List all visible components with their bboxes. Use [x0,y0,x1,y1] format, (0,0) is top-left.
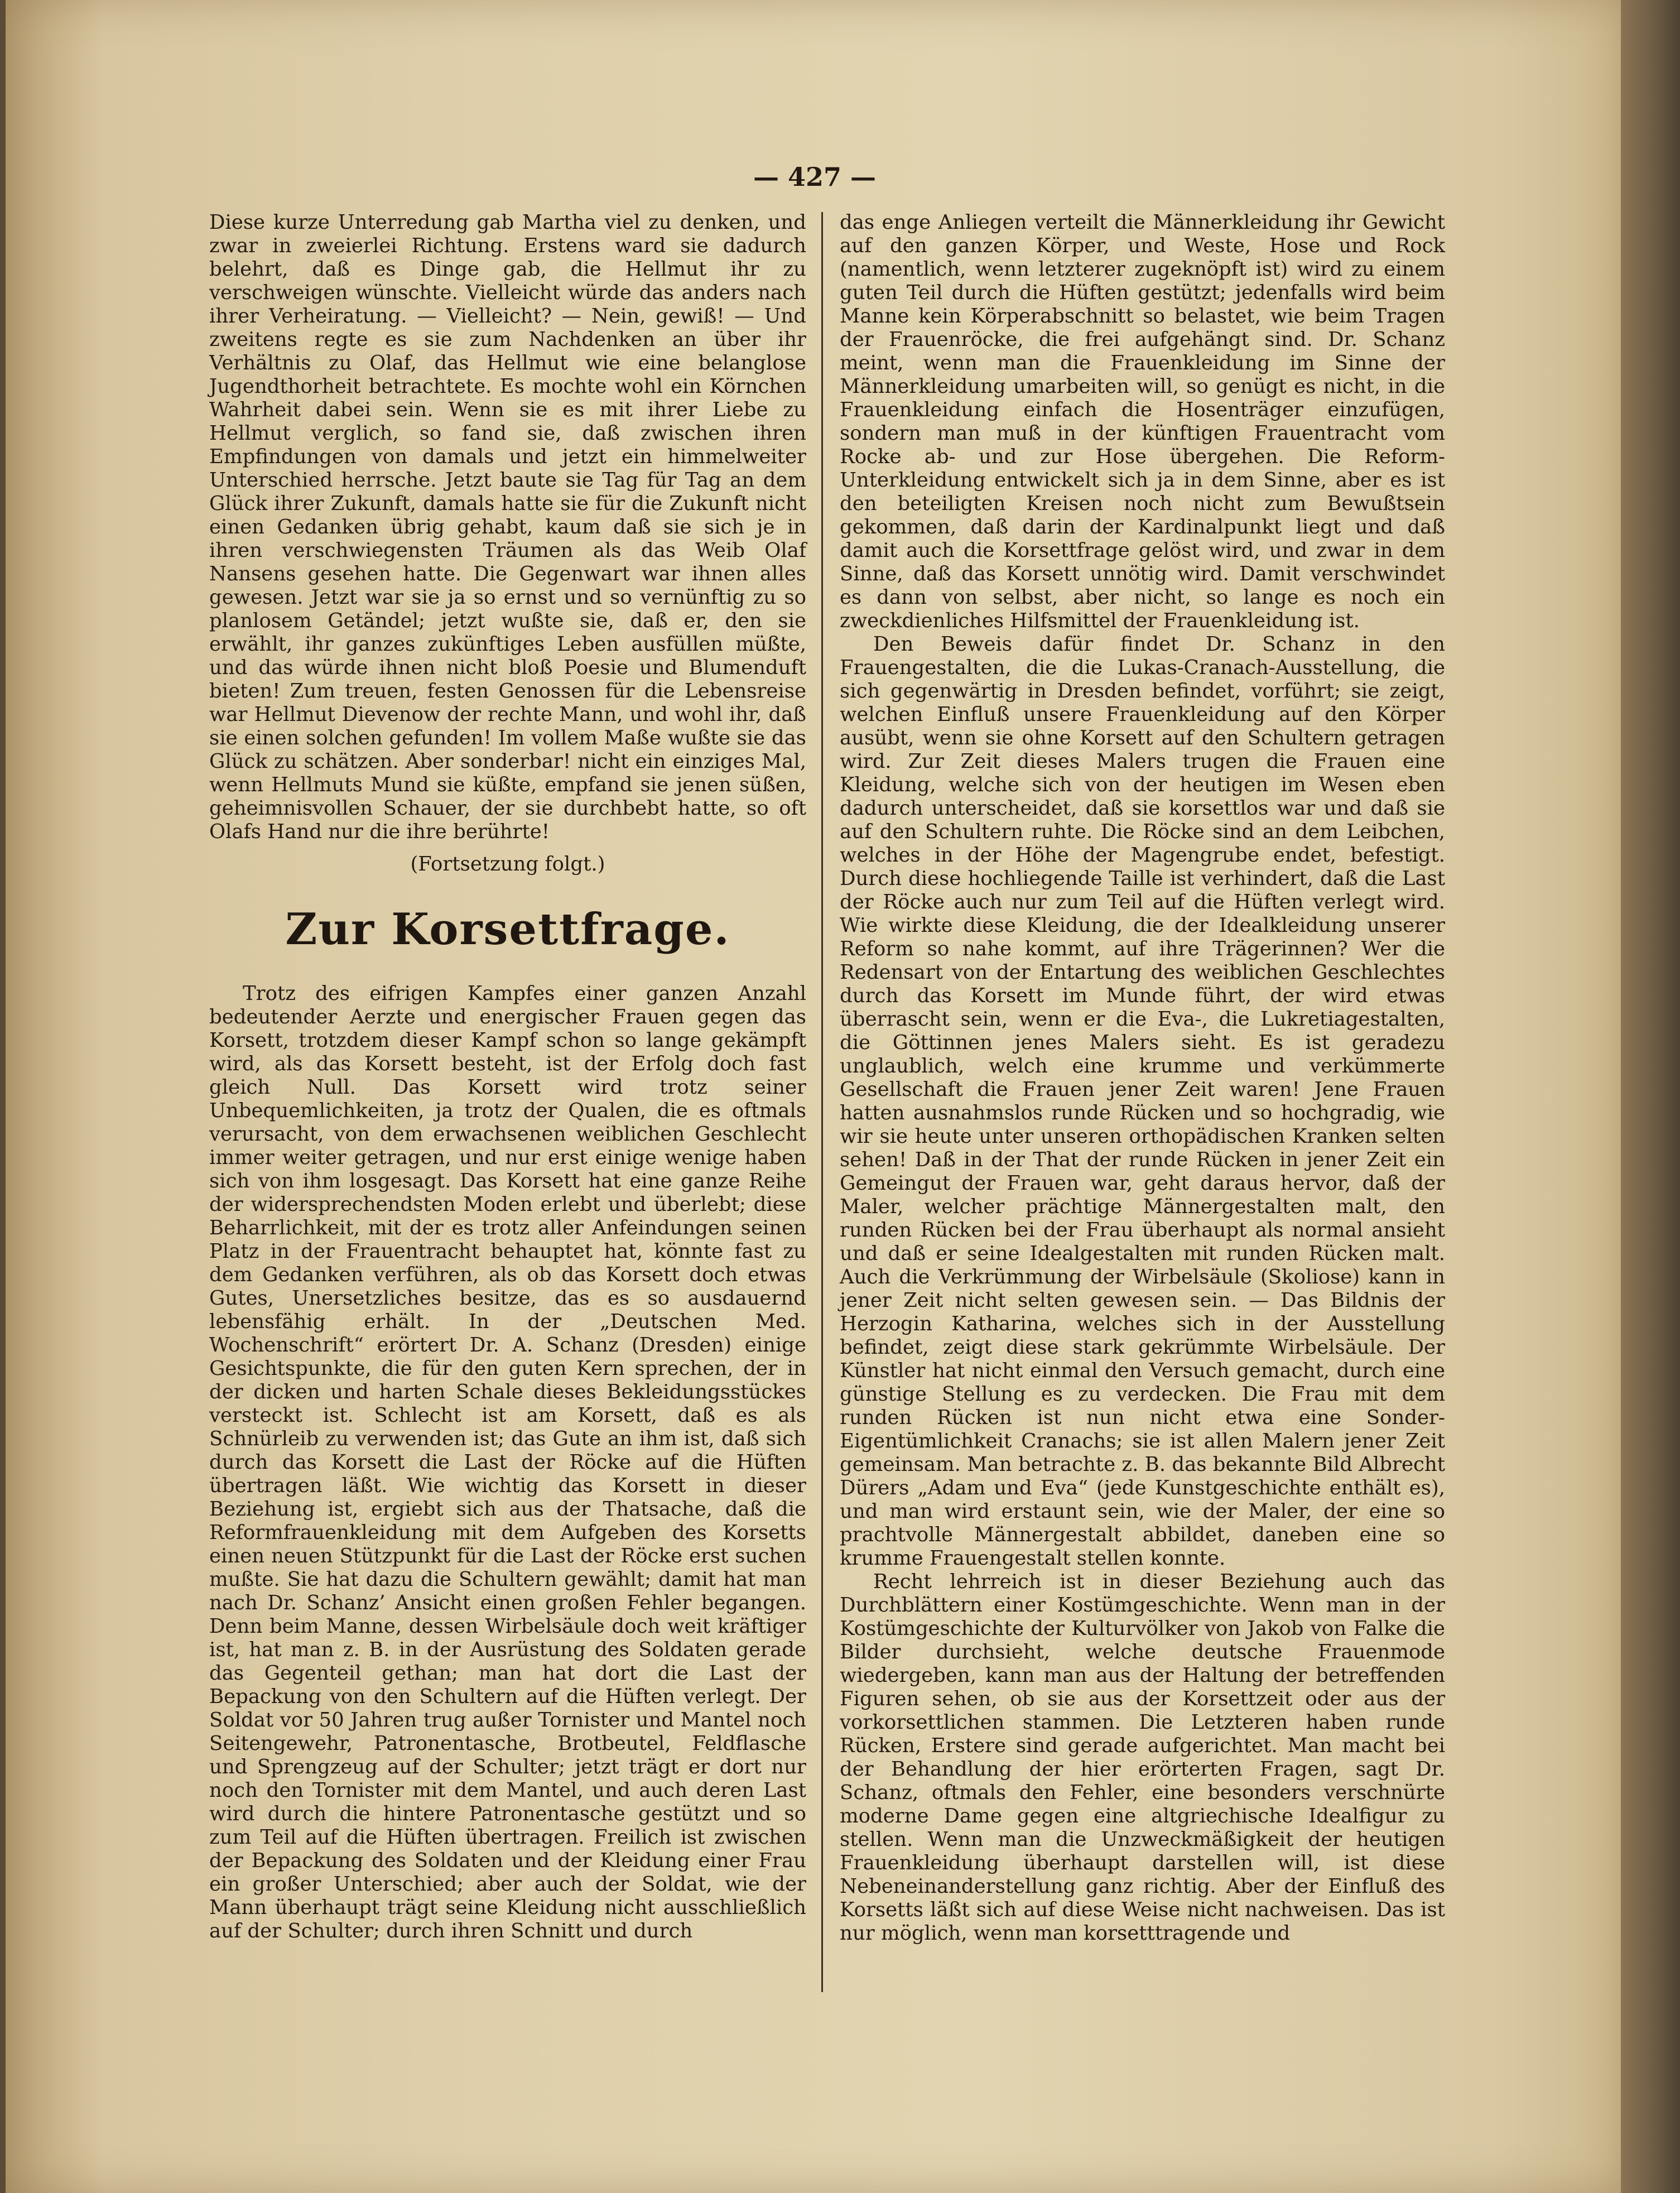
newspaper-page [6,0,1624,2193]
page-number: — 427 — [753,162,877,192]
story-paragraph: Diese kurze Unterredung gab Martha viel zu denken, und zwar in zweierlei Richtung. Erstens ward sie dadurch belehrt, daß es Dinge gab, die Hellmut ihr zu verschweigen wünschte. Vielleicht würde das anders nach ihrer Verheiratung. — Vielleicht? — Nein, gewiß! — Und zweitens regte es sie zum Nachdenken an über ihr Verhältnis zu Olaf, das Hellmut wie eine belanglose Jugendthorheit betrachtete. Es mochte wohl ein Körnchen Wahrheit dabei sein. Wenn sie es mit ihrer Liebe zu Hellmut verglich, so fand sie, daß zwischen ihren Empfindungen von damals und jetzt ein himmelweiter Unterschied herrsche. Jetzt baute sie Tag für Tag an dem Glück ihrer Zukunft, damals hatte sie für die Zukunft nicht einen Gedanken übrig gehabt, kaum daß sie sich je in ihren verschwiegensten Träumen als das Weib Olaf Nansens gesehen hatte. Die Gegenwart war ihnen alles gewesen. Jetzt war sie ja so ernst und so vernünftig zu so planlosem Getändel; jetzt wußte sie, daß er, den sie erwählt, ihr ganzes zukünftiges Leben ausfüllen müßte, und das würde ihnen nicht bloß Poesie und Blumenduft bieten! Zum treuen, festen Genossen für die Lebensreise war Hellmut Dievenow der rechte Mann, und wohl ihr, daß sie einen solchen gefunden! Im vollem Maße wußte sie das Glück zu schätzen. Aber sonderbar! nicht ein einziges Mal, wenn Hellmuts Mund sie küßte, empfand sie jenen süßen, geheimnisvollen Schauer, der sie durchbebt hatte, so oft Olafs Hand nur die ihre berührte! [209,211,806,843]
article-paragraph: Trotz des eifrigen Kampfes einer ganzen Anzahl bedeutender Aerzte und energischer Frauen gegen das Korsett, trotzdem dieser Kampf schon so lange gekämpft wird, als das Korsett besteht, ist der Erfolg doch fast gleich Null. Das Korsett wird trotz seiner Unbequemlichkeiten, ja trotz der Qualen, die es oftmals verursacht, von dem erwachsenen weiblichen Geschlecht immer weiter getragen, und nur erst einige wenige haben sich von ihm losgesagt. Das Korsett hat eine ganze Reihe der widersprechendsten Moden erlebt und überlebt; diese Beharrlichkeit, mit der es trotz aller Anfeindungen seinen Platz in der Frauentracht behauptet hat, könnte fast zu dem Gedanken verführen, als ob das Korsett doch etwas Gutes, Unersetzliches besitze, das es so ausdauernd lebensfähig erhält. In der „Deutschen Med. Wochenschrift“ erörtert Dr. A. Schanz (Dresden) einige Gesichtspunkte, die für den guten Kern sprechen, der in der dicken und harten Schale dieses Bekleidungsstückes versteckt ist. Schlecht ist am Korsett, daß es als Schnürleib zu verwenden ist; das Gute an ihm ist, daß sich durch das Korsett die Last der Röcke auf die Hüften übertragen läßt. Wie wichtig das Korsett in dieser Beziehung ist, ergiebt sich aus der Thatsache, daß die Reformfrauenkleidung mit dem Aufgeben des Korsetts einen neuen Stützpunkt für die Last der Röcke erst suchen mußte. Sie hat dazu die Schultern gewählt; damit hat man nach Dr. Schanz’ Ansicht einen großen Fehler begangen. Denn beim Manne, dessen Wirbelsäule doch weit kräftiger ist, hat man z. B. in der Ausrüstung des Soldaten gerade das Gegenteil gethan; man hat dort die Last der Bepackung von den Schultern auf die Hüften verlegt. Der Soldat vor 50 Jahren trug außer Tornister und Mantel noch Seitengewehr, Patronentasche, Brotbeutel, Feldflasche und Sprengzeug auf der Schulter; jetzt trägt er dort nur noch den Tornister mit dem Mantel, und auch deren Last wird durch die hintere Patronentasche gestützt und so zum Teil auf die Hüften übertragen. Freilich ist zwischen der Bepackung des Soldaten und der Kleidung einer Frau ein großer Unterschied; aber auch der Soldat, wie der Mann überhaupt trägt seine Kleidung nicht ausschließlich auf der Schulter; durch ihren Schnitt und durch [209,982,806,1942]
article-paragraph: das enge Anliegen verteilt die Männerkleidung ihr Gewicht auf den ganzen Körper, und Weste, Hose und Rock (namentlich, wenn letzterer zugeknöpft ist) wird zu einem guten Teil durch die Hüften gestützt; jedenfalls wird beim Manne kein Körperabschnitt so belastet, wie beim Tragen der Frauenröcke, die frei aufgehängt sind. Dr. Schanz meint, wenn man die Frauenkleidung im Sinne der Männerkleidung umarbeiten will, so genügt es nicht, in die Frauenkleidung einfach die Hosenträger einzufügen, sondern man muß in der künftigen Frauentracht vom Rocke ab- und zur Hose übergehen. Die Reform-Unterkleidung entwickelt sich ja in dem Sinne, aber es ist den beteiligten Kreisen noch nicht zum Bewußtsein gekommen, daß darin der Kardinalpunkt liegt und daß damit auch die Korsettfrage gelöst wird, und zwar in dem Sinne, daß das Korsett unnötig wird. Damit verschwindet es dann von selbst, aber nicht, so lange es noch ein zweckdienliches Hilfsmittel der Frauenkleidung ist. [840,211,1445,632]
column-divider [821,212,823,1992]
article-paragraph: Den Beweis dafür findet Dr. Schanz in den Frauengestalten, die die Lukas-Cranach-Ausstellung, die sich gegenwärtig in Dresden befindet, vorführt; sie zeigt, welchen Einfluß unsere Frauenkleidung auf den Körper ausübt, wenn sie ohne Korsett auf den Schultern getragen wird. Zur Zeit dieses Malers trugen die Frauen eine Kleidung, welche sich von der heutigen im Wesen eben dadurch unterscheidet, daß sie korsettlos war und daß sie auf den Schultern ruhte. Die Röcke sind an dem Leibchen, welches in der Höhe der Magengrube endet, befestigt. Durch diese hochliegende Taille ist verhindert, daß die Last der Röcke auch nur zum Teil auf die Hüften verlegt wird. Wie wirkte diese Kleidung, die der Idealkleidung unserer Reform so nahe kommt, auf ihre Trägerinnen? Wer die Redensart von der Entartung des weiblichen Geschlechtes durch das Korsett im Munde führt, der wird etwas überrascht sein, wenn er die Eva-, die Lukretiagestalten, die Göttinnen jenes Malers sieht. Es ist geradezu unglaublich, welch eine krumme und verkümmerte Gesellschaft die Frauen jener Zeit waren! Jene Frauen hatten ausnahmslos runde Rücken und so hochgradig, wie wir sie heute unter unseren orthopädischen Kranken selten sehen! Daß in der That der runde Rücken in jener Zeit ein Gemeingut der Frauen war, geht daraus hervor, daß der Maler, welcher prächtige Männergestalten malt, den runden Rücken bei der Frau überhaupt als normal ansieht und daß er seine Idealgestalten mit runden Rücken malt. Auch die Verkrümmung der Wirbelsäule (Skoliose) kann in jener Zeit nicht selten gewesen sein. — Das Bildnis der Herzogin Katharina, welches sich in der Ausstellung befindet, zeigt diese stark gekrümmte Wirbelsäule. Der Künstler hat nicht einmal den Versuch gemacht, durch eine günstige Stellung es zu verdecken. Die Frau mit dem runden Rücken ist nun nicht etwa eine Sonder-Eigentümlichkeit Cranachs; sie ist allen Malern jener Zeit gemeinsam. Man betrachte z. B. das bekannte Bild Albrecht Dürers „Adam und Eva“ (jede Kunstgeschichte enthält es), und man wird erstaunt sein, wie der Maler, der eine so prachtvolle Männergestalt abbildet, daneben eine so krumme Frauengestalt stellen konnte. [840,633,1445,1570]
page-edge-shadow [1621,0,1680,2193]
left-column [209,211,806,1943]
right-column [840,211,1445,1945]
article-title: Zur Korsettfrage. [285,904,730,955]
continued-note: (Fortsetzung folgt.) [410,853,605,876]
article-paragraph: Recht lehrreich ist in dieser Beziehung auch das Durchblättern einer Kostümgeschichte. Wenn man in der Kostümgeschichte der Kulturvölker von Jakob von Falke die Bilder durchsieht, welche deutsche Frauenmode wiedergeben, kann man aus der Haltung der betreffenden Figuren sehen, ob sie aus der Korsettzeit oder aus der vorkorsettlichen stammen. Die Letzteren haben runde Rücken, Erstere sind gerade aufgerichtet. Man macht bei der Behandlung der hier erörterten Fragen, sagt Dr. Schanz, oftmals den Fehler, eine besonders verschnürte moderne Dame gegen eine altgriechische Idealfigur zu stellen. Wenn man die Unzweckmäßigkeit der heutigen Frauenkleidung überhaupt darstellen will, ist diese Nebeneinanderstellung ganz richtig. Aber der Einfluß des Korsetts läßt sich auf diese Weise nicht nachweisen. Das ist nur möglich, wenn man korsetttragende und [840,1570,1445,1945]
